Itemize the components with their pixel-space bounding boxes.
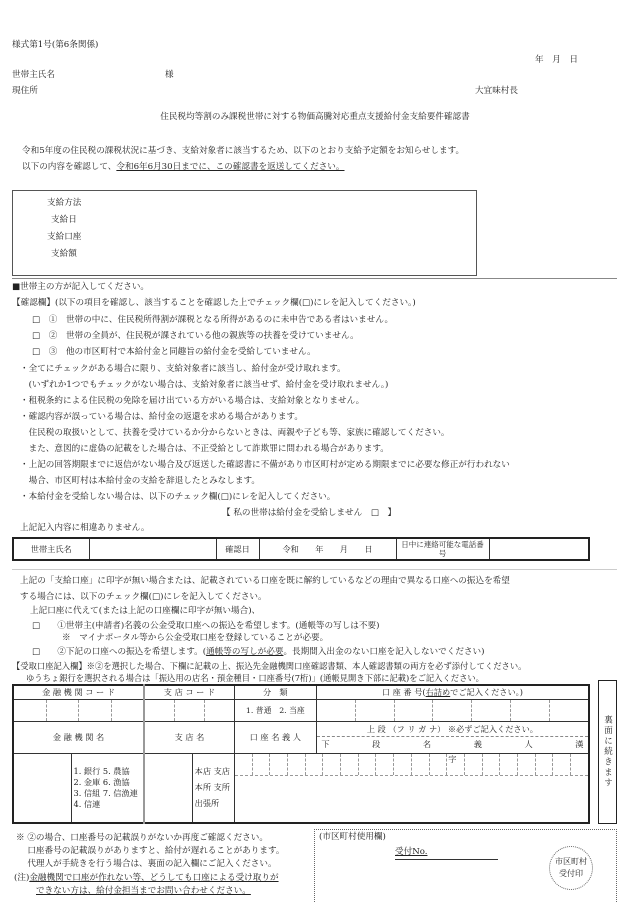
footer-note: ※ ②の場合、口座番号の記載誤りがないか再度ご確認ください。 — [16, 833, 268, 843]
bank-code-header: 金 融 機 関 コ ー ド — [13, 685, 144, 699]
note: (いずれか1つでもチェックがない場合は、支給対象者に該当せず、給付金を受け取れません。) — [20, 380, 389, 390]
check-item-2 — [32, 332, 359, 341]
checkbox[interactable]: □ — [32, 331, 41, 341]
caution — [14, 872, 279, 898]
divider — [12, 569, 617, 570]
bank-name-header: 金 融 機 関 名 — [13, 721, 144, 753]
date-line: 年 月 日 — [535, 55, 578, 65]
issuer: 大宜味村長 — [475, 86, 518, 96]
branch-code-header: 支 店 コ ー ド — [144, 685, 234, 699]
office-use-box — [314, 829, 617, 902]
intro-prefix: 以下の内容を確認して、 — [22, 162, 117, 172]
caution-prefix: (注) — [14, 873, 30, 883]
note: また、意図的に虚偽の記載をした場合は、不正受給として詐欺罪に問われる場合があります。 — [20, 444, 389, 454]
item-number: ① — [48, 315, 58, 325]
option-emphasis: 通帳等の写しが必要 — [206, 647, 284, 657]
checkbox[interactable]: □ — [32, 347, 41, 357]
note: 住民税の取扱いとして、扶養を受けているか分からないときは、両親や子ども等、家族に確認してください。 — [20, 428, 450, 438]
option-text: 。長期間入出金のない口座を記入しないでください) — [283, 647, 485, 657]
account-type-options[interactable]: 1. 普通 2. 当座 — [234, 699, 316, 721]
bank-account-table — [12, 684, 590, 824]
receipt-number-field[interactable] — [395, 848, 498, 860]
bank-name-input[interactable] — [13, 753, 71, 823]
holder-input[interactable] — [234, 753, 589, 823]
office-label: (市区町村使用欄) — [319, 832, 386, 842]
payment-date-label: 支給日 — [51, 215, 77, 225]
signature-table — [12, 537, 590, 561]
name-input-cell[interactable] — [89, 538, 216, 560]
date-input-cell[interactable]: 令和 年 月 日 — [259, 538, 396, 560]
item-number: ② — [48, 331, 58, 341]
item-number: ③ — [48, 347, 58, 357]
caution-text: できない方は、給付金担当までお問い合わせください。 — [36, 886, 251, 896]
divider — [12, 278, 617, 279]
item-text: 世帯の全員が、住民税が課されている他の親族等の扶養を受けていません。 — [65, 331, 359, 341]
phone-input-cell[interactable] — [489, 538, 589, 560]
furigana-header: 上 段 （フ リ ガ ナ） ※必ずご記入ください。 — [317, 722, 588, 737]
option-1 — [32, 622, 379, 631]
check-item-3 — [32, 348, 316, 357]
note: ・確認内容が誤っている場合は、給付金の返還を求める場合があります。 — [20, 412, 303, 422]
confirm-heading: 【確認欄】(以下の項目を確認し、該当することを確認した上でチェック欄(□)にレを記入してください。) — [12, 298, 416, 308]
option-text: ②下記の口座への振込を希望します。( — [57, 647, 207, 657]
form-number: 様式第1号(第6条関係) — [12, 40, 99, 50]
branch-name-input[interactable] — [144, 753, 192, 823]
checkbox[interactable]: □ — [32, 647, 41, 657]
intro-line-1: 令和5年度の住民税の課税状況に基づき、支給対象者に該当するため、以下のとおり支給予定額をお知らせします。 — [22, 146, 465, 156]
deadline-text: 令和6年6月30日までに、この確認書を返送してください。 — [116, 162, 345, 172]
kanji-header-b: 名 義 人 漢 字 — [422, 739, 584, 764]
note: ・本給付金を受給しない場合は、以下のチェック欄(□)にレを記入してください。 — [20, 492, 336, 502]
item-text: 世帯の中に、住民税所得割が課税となる所得があるのに未申告である者はいません。 — [65, 315, 394, 325]
entry-heading: 【受取口座記入欄】※②を選択した場合、下欄に記載の上、振込先金融機関口座確認書類、本人確認書類の両方を必ず添付してください。 — [12, 661, 527, 671]
checkbox[interactable]: □ — [32, 315, 41, 325]
document-title: 住民税均等割のみ課税世帯に対する物価高騰対応重点支援給付金支給要件確認書 — [160, 112, 470, 122]
branch-type-options[interactable]: 本店 支店 本所 支所 出張所 — [192, 753, 234, 823]
intro-line-2 — [22, 163, 345, 172]
footer-note: 口座番号の記載誤りがありますと、給付が遅れることがあります。 — [16, 846, 285, 856]
affirmation: 上記記入内容に相違ありません。 — [20, 523, 150, 533]
note: 場合、市区町村は本給付金の支給を辞退したとみなします。 — [20, 476, 260, 486]
continued-on-back — [598, 680, 617, 824]
address-label: 現住所 — [12, 86, 38, 96]
decline-checkbox[interactable]: 【 私の世帯は給付金を受給しません □ 】 — [222, 508, 397, 518]
note: ・上記の回答期限までに返信がない場合及び返送した確認書に不備があり市区町村が定める期限までに必要な修正が行われない — [20, 460, 510, 470]
section-heading: ■世帯主の方が記入してください。 — [12, 282, 150, 292]
branch-name-header: 支 店 名 — [144, 721, 234, 753]
account-number-header: 口 座 番 号(右詰めでご記入ください。) — [316, 685, 589, 699]
caution-text: 金融機関で口座が作れない等、どうしても口座による受け取りが — [29, 873, 279, 883]
continued-text: 裏面に続きます — [602, 715, 613, 789]
option-1-note: ※ マイナポータル等から公金受取口座を登録していることが必要。 — [62, 633, 329, 643]
bank-type-options[interactable]: 1. 銀行 5. 農協 2. 金庫 6. 漁協 3. 信組 7. 信漁連 4. 信連 — [71, 753, 144, 823]
receipt-no-label: 受付No. — [395, 847, 428, 857]
option-text: ①世帯主(申請者)名義の公金受取口座への振込を希望します。(通帳等の写しは不要) — [57, 621, 380, 631]
footer-note: 代理人が手続きを行う場合は、裏面の記入欄にご記入ください。 — [16, 859, 277, 869]
holder-header: 口 座 名 義 人 — [234, 721, 316, 753]
payment-account-label: 支給口座 — [47, 232, 82, 242]
checkbox[interactable]: □ — [32, 621, 41, 631]
option-2 — [32, 648, 484, 657]
type-header: 分 類 — [234, 685, 316, 699]
payment-info-box — [12, 190, 477, 276]
note: ・全てにチェックがある場合に限り、支給対象者に該当し、給付金が受け取れます。 — [20, 364, 346, 374]
date-label-cell: 確認日 — [216, 538, 259, 560]
name-label-cell: 世帯主氏名 — [13, 538, 89, 560]
receipt-stamp: 市区町村 受付印 — [549, 846, 593, 890]
account-note: する場合には、以下のチェック欄(□)にレを記入してください。 — [20, 592, 267, 602]
phone-label-cell: 日中に連絡可能な電話番号 — [396, 538, 489, 560]
payment-amount-label: 支給額 — [51, 249, 77, 259]
account-number-input[interactable] — [316, 699, 589, 721]
honorific: 様 — [165, 70, 174, 80]
account-note: 上記口座に代えて(または上記の口座欄に印字が無い場合)、 — [30, 606, 261, 616]
kanji-header-a: 下 段 — [321, 739, 381, 749]
yucho-note: ゆうちょ銀行を選択される場合は「振込用の店名・預金種目・口座番号(7桁)」(通帳見開き下部に記載)をご記入ください。 — [26, 673, 484, 683]
account-note: 上記の「支給口座」に印字が無い場合または、記載されている口座を既に解約しているなどの理由で異なる口座への振込を希望 — [20, 576, 510, 586]
name-label: 世帯主氏名 — [12, 70, 55, 80]
branch-code-input[interactable] — [144, 699, 234, 721]
payment-method-label: 支給方法 — [47, 198, 82, 208]
item-text: 他の市区町村で本給付金と同趣旨の給付金を受給していません。 — [65, 347, 316, 357]
note: ・租税条約による住民税の免除を届け出ている方がいる場合は、支給対象となりません。 — [20, 396, 365, 406]
footer-notes — [16, 832, 284, 871]
check-item-1 — [32, 316, 393, 325]
bank-code-input[interactable] — [13, 699, 144, 721]
